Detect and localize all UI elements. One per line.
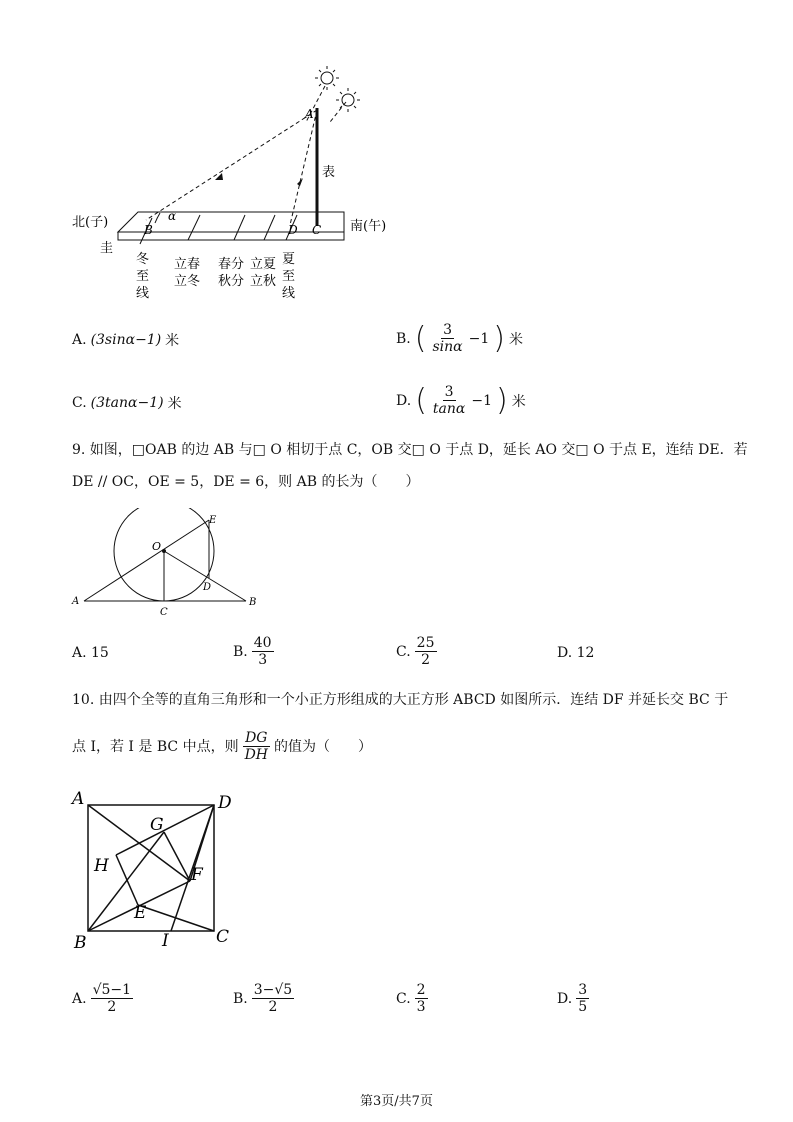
q10-option-c[interactable]: C. $\frac{2}{3}$ [396, 982, 426, 1015]
label-F: F [191, 865, 203, 885]
q8-option-c-unit: 米 [167, 396, 182, 412]
sun-icon-2 [336, 88, 360, 112]
sun-icon [315, 66, 339, 90]
label-G: G [150, 815, 164, 835]
label-I: I [162, 931, 169, 948]
q10-option-d[interactable]: D. $\frac{3}{5}$ [557, 982, 588, 1015]
q8-option-a-expr: (3sinα−1) [90, 332, 162, 348]
label-D: D [288, 223, 298, 237]
label-A: A [305, 107, 314, 121]
label-C: C [216, 927, 230, 947]
q8-option-c-letter: C. [72, 395, 87, 411]
segment-GF [164, 832, 190, 881]
figure-q9-circle [66, 508, 266, 620]
q8-option-b-letter: B. [396, 330, 411, 347]
ray-summer [290, 110, 317, 225]
label-gui: 圭 [100, 241, 114, 256]
q10-stem-line1: 10. 由四个全等的直角三角形和一个小正方形组成的大正方形 ABCD 如图所示．连结 DF 并延长交 BC 于 [72, 692, 729, 708]
figure-gnomon [60, 60, 410, 310]
label-alpha: α [168, 209, 177, 223]
point-O [162, 549, 166, 553]
q8-option-d-letter: D. [396, 392, 412, 409]
term-dongzhi-1: 冬 [136, 252, 150, 267]
q9-stem-line2: DE // OC，OE = 5，DE = 6，则 AB 的长为（ ） [72, 474, 420, 490]
label-B: B [144, 223, 153, 237]
label-E: E [134, 903, 147, 923]
q8-option-a[interactable] [72, 330, 179, 350]
segment-OB [164, 551, 246, 601]
q8-option-a-letter: A. [72, 332, 87, 348]
term-lixia: 立夏 [250, 257, 277, 272]
term-xiazhi-3: 线 [282, 286, 296, 301]
q10-fraction: $\frac{DG}{DH}$ [244, 730, 269, 763]
label-north: 北(子) [72, 215, 109, 230]
q9-option-d[interactable]: D. 12 [557, 645, 595, 661]
label-south: 南(午) [350, 219, 387, 234]
q8-option-b-frac: $\frac{3}{\sin\alpha}$ [432, 322, 463, 355]
term-qiufen: 秋分 [218, 274, 245, 289]
q9-option-a[interactable]: A. 15 [72, 645, 109, 661]
label-D: D [203, 582, 212, 593]
figure-q10-square [68, 788, 248, 948]
term-xiazhi-1: 夏 [282, 252, 296, 267]
term-lichun: 立春 [174, 257, 201, 272]
label-E: E [209, 515, 217, 526]
ray-sun2 [330, 102, 346, 122]
alpha-arc [155, 213, 160, 223]
q10-option-a[interactable]: A. $\frac{√5-1}{2}$ [72, 982, 132, 1015]
q9-option-b[interactable]: B. $\frac{40}{3}$ [233, 635, 272, 668]
ray-winter [146, 110, 317, 220]
q10-option-b[interactable]: B. $\frac{3-√5}{2}$ [233, 982, 293, 1015]
label-B: B [249, 597, 257, 608]
term-chunfen: 春分 [218, 257, 245, 272]
q8-option-d[interactable]: D. ( $\frac{3}{\tan\alpha}$ −1 ) 米 [396, 382, 526, 418]
q8-option-c-expr: (3tanα−1) [90, 395, 164, 411]
segment-BG [88, 832, 164, 931]
q8-option-c[interactable] [72, 393, 182, 413]
q8-option-b[interactable]: B. ( $\frac{3}{\sin\alpha}$ −1 ) 米 [396, 320, 523, 356]
term-dongzhi-3: 线 [136, 286, 150, 301]
term-xiazhi-2: 至 [282, 269, 296, 284]
term-liqiu: 立秋 [250, 274, 277, 289]
term-lidong: 立冬 [174, 274, 201, 289]
q9-stem-line1: 9. 如图，□OAB 的边 AB 与□ O 相切于点 C，OB 交□ O 于点 D，延长 AO 交□ O 于点 E，连结 DE．若 [72, 442, 748, 458]
label-A: A [72, 596, 80, 607]
q8-option-a-unit: 米 [165, 333, 180, 349]
q10-stem-line2: 点 I，若 I 是 BC 中点，则 $\frac{DG}{DH}$ 的值为（ ） [72, 730, 373, 763]
q9-option-c[interactable]: C. $\frac{25}{2}$ [396, 635, 435, 668]
page-footer: 第3页/共7页 [360, 1094, 433, 1109]
label-A: A [72, 789, 85, 809]
label-C: C [312, 223, 322, 237]
segment-HE-side [116, 855, 138, 905]
segment-AE [84, 520, 212, 601]
label-O: O [152, 540, 162, 553]
label-H: H [94, 856, 109, 876]
label-C: C [160, 607, 168, 618]
label-biao: 表 [322, 165, 336, 180]
label-D: D [218, 793, 232, 813]
q8-option-d-frac: $\frac{3}{\tan\alpha}$ [432, 384, 466, 417]
term-dongzhi-2: 至 [136, 269, 150, 284]
label-B: B [74, 933, 87, 948]
